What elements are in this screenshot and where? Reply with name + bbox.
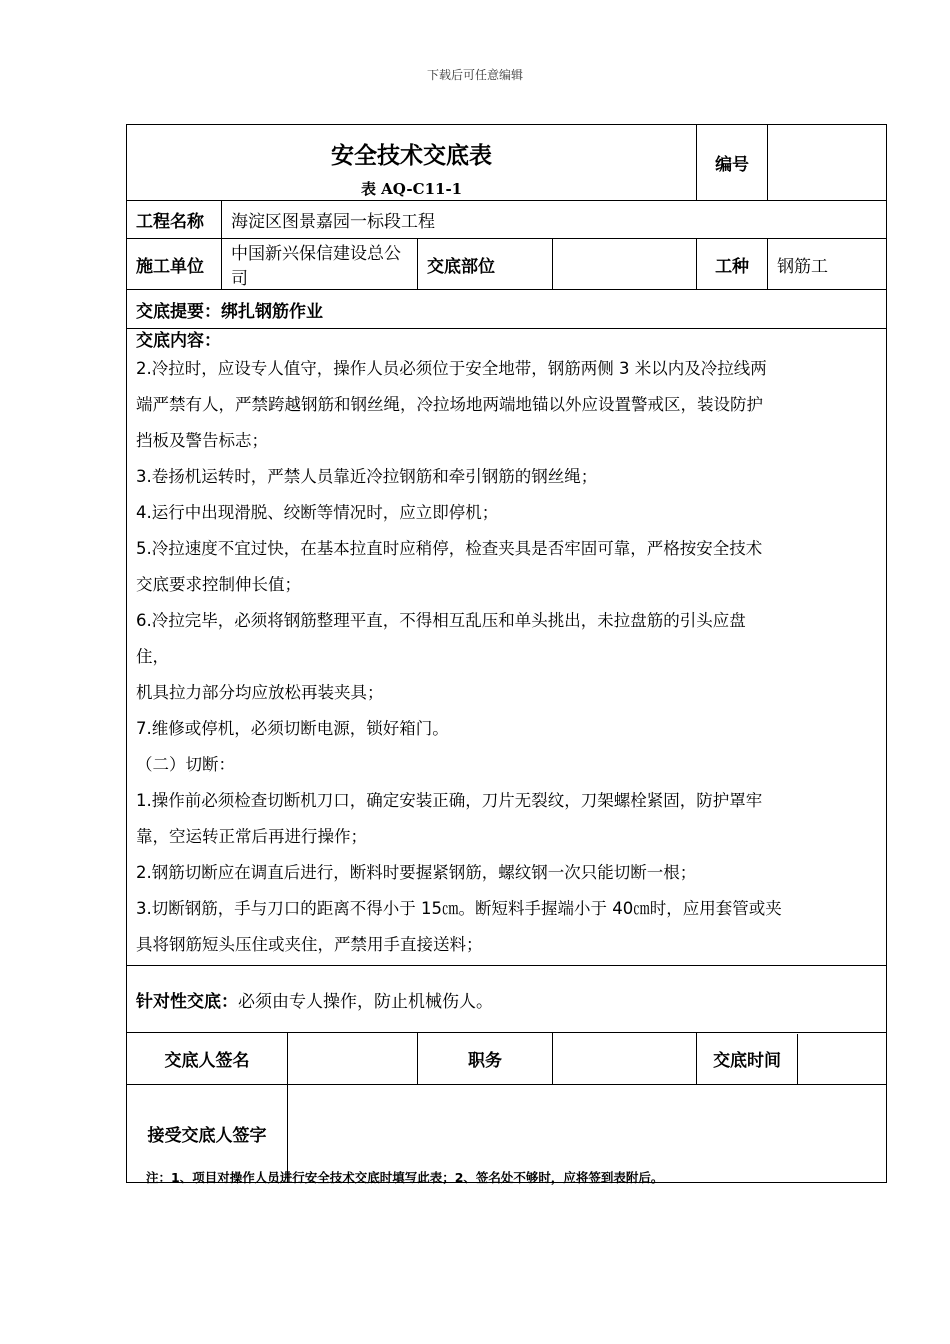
title-cell (127, 125, 697, 201)
time-field[interactable] (798, 1034, 886, 1084)
signer-field[interactable] (288, 1033, 418, 1085)
trade-label: 工种 (697, 239, 768, 290)
content-line: 靠，空运转正常后再进行操作； (136, 827, 367, 846)
watermark-text: 下载后可任意编辑 (426, 68, 523, 82)
content-line: 1.操作前必须检查切断机刀口，确定安装正确，刀片无裂纹，刀架螺栓紧固，防护罩牢 (136, 791, 763, 810)
time-cell (697, 1033, 887, 1085)
project-name-value[interactable]: 海淀区图景嘉园一标段工程 (222, 201, 887, 239)
content-line: 交底要求控制伸长值； (136, 575, 301, 594)
content-lines (136, 351, 878, 963)
summary-value: 绑扎钢筋作业 (221, 301, 323, 322)
footnote: 注：1、项目对操作人员进行安全技术交底时填写此表；2、签名处不够时，应将签到表附后。 (146, 1170, 664, 1185)
time-label: 交底时间 (697, 1034, 798, 1084)
targeted-cell (127, 966, 887, 1033)
content-label: 交底内容： (136, 331, 221, 351)
position-field[interactable] (553, 1033, 697, 1085)
content-line: 挡板及警告标志； (136, 431, 268, 450)
construction-unit-label: 施工单位 (127, 239, 222, 290)
safety-disclosure-form (126, 124, 887, 1183)
summary-label: 交底提要： (136, 301, 221, 322)
content-line: 2.冷拉时，应设专人值守，操作人员必须位于安全地带，钢筋两侧 3 米以内及冷拉线两 (136, 359, 767, 378)
form-title: 安全技术交底表 (331, 143, 493, 169)
project-name-label: 工程名称 (127, 201, 222, 239)
content-line: 2.钢筋切断应在调直后进行，断料时要握紧钢筋，螺纹钢一次只能切断一根； (136, 863, 697, 882)
construction-unit-value[interactable]: 中国新兴保信建设总公司 (222, 239, 418, 290)
content-line: 3.切断钢筋，手与刀口的距离不得小于 15㎝。断短料手握端小于 40㎝时，应用套管或夹 (136, 899, 782, 918)
content-line: 6.冷拉完毕，必须将钢筋整理平直，不得相互乱压和单头挑出，未拉盘筋的引头应盘 (136, 611, 746, 630)
form-code: 表 AQ-C11-1 (360, 180, 463, 198)
content-line: 端严禁有人，严禁跨越钢筋和钢丝绳，冷拉场地两端地锚以外应设置警戒区，装设防护 (136, 395, 763, 414)
content-line: 7.维修或停机，必须切断电源，锁好箱门。 (136, 719, 449, 738)
content-line: 具将钢筋短头压住或夹住，严禁用手直接送料； (136, 935, 483, 954)
position-label: 职务 (418, 1033, 553, 1085)
receiver-label: 接受交底人签字 (127, 1085, 288, 1183)
number-label: 编号 (697, 125, 768, 201)
targeted-label: 针对性交底： (136, 991, 238, 1012)
signer-label: 交底人签名 (127, 1033, 288, 1085)
content-line: 机具拉力部分均应放松再装夹具； (136, 683, 384, 702)
content-line: 3.卷扬机运转时，严禁人员靠近冷拉钢筋和牵引钢筋的钢丝绳； (136, 467, 598, 486)
content-line: （二）切断： (136, 755, 235, 774)
trade-value[interactable]: 钢筋工 (768, 239, 887, 290)
number-field[interactable] (768, 125, 887, 201)
content-cell (127, 329, 887, 966)
content-line: 5.冷拉速度不宜过快，在基本拉直时应稍停，检查夹具是否牢固可靠，严格按安全技术 (136, 539, 763, 558)
content-line: 4.运行中出现滑脱、绞断等情况时，应立即停机； (136, 503, 499, 522)
targeted-value: 必须由专人操作，防止机械伤人。 (238, 991, 493, 1012)
content-line: 住， (136, 647, 169, 666)
disclosure-part-value[interactable] (553, 239, 697, 290)
disclosure-part-label: 交底部位 (418, 239, 553, 290)
summary-cell (127, 290, 887, 329)
